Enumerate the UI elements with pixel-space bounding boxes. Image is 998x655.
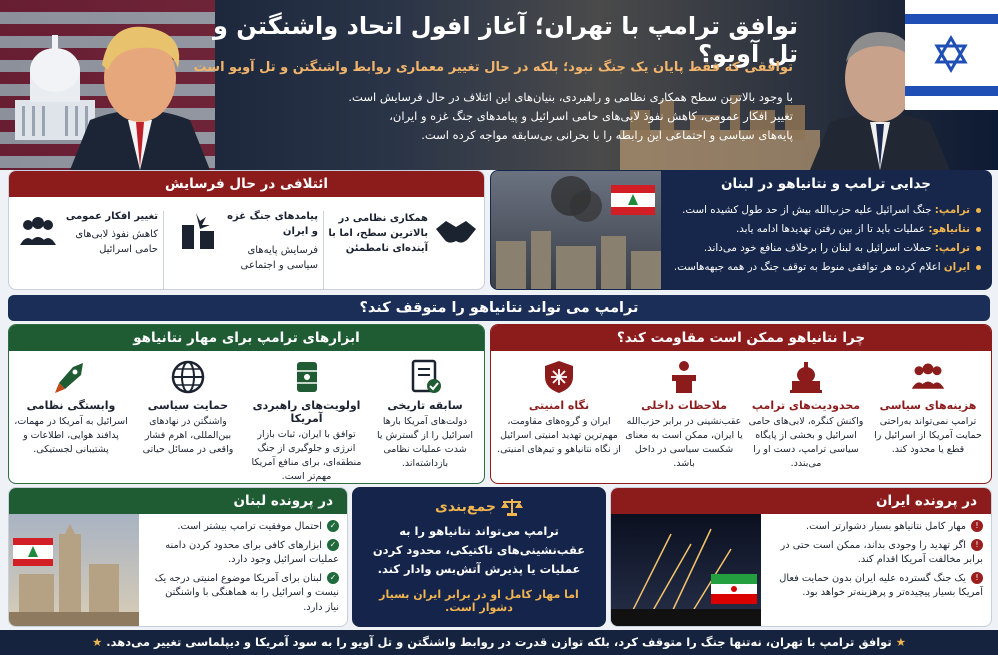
netanyahu-resist-title: چرا نتانیاهو ممکن است مقاومت کند؟ (491, 325, 991, 351)
divider (163, 211, 164, 290)
resist-political-cost-title: هزینه‌های سیاسی (879, 399, 977, 412)
eroding-item-opinion-text: کاهش نفوذ لابی‌های حامی اسرائیل (75, 229, 158, 255)
shield-icon (541, 359, 577, 395)
list-item-text: ابزارهای کافی برای محدود کردن دامنه عملیات اسرائیل وجود دارد. (165, 539, 339, 565)
list-item (149, 572, 339, 616)
eroding-alliance-title: ائتلافی در حال فرسایش (9, 171, 484, 197)
footer-bar (0, 630, 998, 655)
tool-military-title: وابستگی نظامی (26, 399, 116, 412)
eroding-item-opinion (16, 209, 158, 279)
list-item (773, 572, 983, 601)
iran-case-title: در پرونده ایران (611, 488, 991, 514)
lebanon-split-list (661, 201, 981, 277)
check-icon: ✓ (327, 572, 339, 584)
star-icon: ★ (91, 635, 103, 649)
oil-barrel-icon (289, 359, 325, 395)
people-icon (18, 217, 58, 247)
eroding-item-wars (168, 209, 318, 279)
list-item-text: اگر تهدید را وجودی بداند، ممکن است حتی در برابر مخالفت آمریکا اقدام کند. (780, 539, 983, 565)
resist-trump-limits-text: واکنش کنگره، لابی‌های حامی اسرائیل و بخشی از پایگاه سیاسی ترامپ، دست او را می‌بندد. (748, 416, 864, 469)
star-icon: ★ (895, 635, 907, 649)
iran-case-list (773, 520, 983, 605)
conclusion-text: ترامپ می‌تواند نتانیاهو را به عقب‌نشینی‌های تاکتیکی، محدود کردن عملیات یا پذیرش آتش‌بس وادار کند. (372, 524, 586, 576)
resist-trump-limits (747, 359, 865, 471)
tool-history (370, 359, 480, 471)
resist-security (497, 359, 621, 457)
resist-trump-limits-title: محدودیت‌های ترامپ (751, 399, 861, 412)
iran-case-panel (610, 487, 992, 627)
eroding-item-opinion-title: تغییر افکار عمومی (65, 211, 158, 222)
globe-icon (170, 359, 206, 395)
conclusion-title: جمع‌بندی (434, 499, 496, 515)
question-heading: ترامپ می‌ تواند نتانیاهو را متوقف کند؟ (8, 295, 990, 321)
trump-portrait-image (60, 10, 220, 170)
trump-tools-title: ابزارهای ترامپ برای مهار نتانیاهو (9, 325, 484, 351)
resist-security-title: نگاه امنیتی (528, 399, 590, 412)
tool-priorities-title: اولویت‌های راهبردی آمریکا (252, 399, 361, 425)
missile-night-image (611, 514, 761, 626)
list-item (149, 539, 339, 568)
list-item-text: یک جنگ گسترده علیه ایران بدون حمایت فعال آمریکا بسیار پیچیده‌تر و پرهزینه‌تر خواهد بود. (779, 572, 983, 598)
tool-political-title: حمایت سیاسی (147, 399, 229, 412)
alert-icon: ! (971, 572, 983, 584)
resist-domestic-title: ملاحظات داخلی (641, 399, 727, 412)
resist-political-cost (869, 359, 987, 457)
lebanon-flag-image (611, 185, 655, 215)
conclusion-heading (353, 496, 605, 516)
lebanon-ruins-image (491, 171, 661, 289)
iran-flag-image (711, 574, 757, 604)
tool-military-text: اسرائیل به آمریکا در مهمات، پدافند هوایی، اطلاعات و پشتیبانی لجستیکی. (14, 416, 128, 455)
conclusion-panel (352, 487, 606, 627)
resist-political-cost-text: ترامپ نمی‌تواند به‌راحتی حمایت آمریکا از اسرائیل را قطع یا محدود کند. (874, 416, 982, 455)
israel-flag-image (905, 0, 998, 110)
resist-domestic-text: عقب‌نشینی در برابر حزب‌الله یا ایران، ممکن است به معنای شکست سیاسی در داخل باشد. (625, 416, 743, 469)
lebanon-flag-image (13, 538, 53, 566)
eroding-alliance-panel (8, 170, 485, 290)
list-item (149, 520, 339, 535)
divider (323, 211, 324, 290)
building-collapse-icon (178, 211, 218, 251)
check-icon: ✓ (327, 520, 339, 532)
missile-icon (53, 359, 89, 395)
tool-military (14, 359, 128, 457)
speaker-label: ترامپ: (934, 242, 970, 254)
footer-text: توافق ترامپ با تهران، نه‌تنها جنگ را متوقف کرد، بلکه توازن قدرت در روابط واشنگتن و تل آویو را به سود آمریکا و دیپلماسی تغییر می‌دهد. (106, 635, 892, 649)
list-item (661, 258, 981, 277)
eroding-item-military (328, 209, 478, 279)
bullet-icon (976, 208, 981, 213)
resist-domestic (625, 359, 743, 471)
bullet-icon (976, 227, 981, 232)
netanyahu-resist-panel (490, 324, 992, 484)
speaker-label: ترامپ: (934, 204, 970, 216)
list-item-text: لبنان برای آمریکا موضوع امنیتی درجه یک نیست و اسرائیل را به هماهنگی با واشنگتن نیاز دارد. (154, 572, 339, 613)
podium-icon (666, 359, 702, 395)
list-item-text: اعلام کرده هر توافقی منوط به توقف جنگ در همه جبهه‌هاست. (673, 261, 941, 273)
beirut-city-image (9, 514, 139, 626)
bullet-icon (976, 265, 981, 270)
capitol-icon (788, 359, 824, 395)
scales-icon (501, 498, 523, 516)
people-icon (910, 359, 946, 395)
tool-history-title: سابقه تاریخی (387, 399, 463, 412)
page-subtitle: توافقی که فقط پایان یک جنگ نبود؛ بلکه در حال تغییر معماری روابط واشنگتن و تل آویو است (193, 60, 793, 75)
speaker-label: ایران (943, 261, 970, 273)
tool-priorities (249, 359, 364, 484)
check-icon: ✓ (327, 539, 339, 551)
list-item (773, 520, 983, 535)
intro-text: با وجود بالاترین سطح همکاری نظامی و راهبردی، بنیان‌های این ائتلاف در حال فرسایش است. تغییر افکار عمومی، کاهش نفوذ لابی‌های حامی اسرائیل و پیامدهای جنگ غزه و ایران، پایه‌های سیاسی و اجتماعی این رابطه را با بحرانی بی‌سابقه مواجه کرده است. (348, 90, 793, 142)
list-item (661, 220, 981, 239)
list-item (661, 239, 981, 258)
eroding-item-wars-title: پیامدهای جنگ غزه و ایران (227, 211, 318, 237)
list-item-text: احتمال موفقیت ترامپ بیشتر است. (177, 521, 322, 532)
lebanon-split-title: جدایی ترامپ و نتانیاهو در لبنان (720, 176, 932, 192)
list-item (773, 539, 983, 568)
tool-political-text: واشنگتن در نهادهای بین‌المللی، اهرم فشار واقعی در مسائل حیاتی (142, 416, 234, 455)
list-item-text: مهار کامل نتانیاهو بسیار دشوارتر است. (806, 521, 966, 532)
tool-history-text: دولت‌های آمریکا بارها اسرائیل را از گسترش یا شدت عملیات نظامی بازداشته‌اند. (377, 416, 473, 469)
tool-priorities-text: توافق با ایران، ثبات بازار انرژی و جلوگیری از جنگ منطقه‌ای، برای منافع آمریکا مهم‌تر است. (251, 429, 362, 482)
handshake-icon (434, 215, 478, 249)
eroding-item-military-text: همکاری نظامی در بالاترین سطح، اما با آینده‌ای نامطمئن (328, 213, 428, 254)
conclusion-highlight: اما مهار کامل او در برابر ایران بسیار دشوار است. (379, 588, 579, 614)
lebanon-case-panel (8, 487, 348, 627)
lebanon-case-title: در پرونده لبنان (9, 488, 347, 514)
trump-tools-panel (8, 324, 485, 484)
resist-security-text: ایران و گروه‌های مقاومت، مهم‌ترین تهدید امنیتی اسرائیل از نگاه نتانیاهو و تیم‌های امنیتی. (497, 416, 621, 455)
header-banner (0, 0, 998, 170)
list-item-text: حملات اسرائیل به لبنان را برخلاف منافع خود می‌داند. (703, 242, 932, 254)
list-item-text: جنگ اسرائیل علیه حزب‌الله بیش از حد طول کشیده است. (682, 204, 932, 216)
tool-political (132, 359, 244, 457)
page-title: توافق ترامپ با تهران؛ آغاز افول اتحاد واشنگتن و تل آویو؟ (213, 12, 798, 68)
lebanon-split-panel (490, 170, 992, 290)
eroding-item-wars-text: فرسایش پایه‌های سیاسی و اجتماعی (240, 245, 318, 271)
list-item (661, 201, 981, 220)
alert-icon: ! (971, 539, 983, 551)
document-check-icon (407, 359, 443, 395)
bullet-icon (976, 246, 981, 251)
list-item-text: عملیات باید تا از بین رفتن تهدیدها ادامه یابد. (735, 223, 926, 235)
alert-icon: ! (971, 520, 983, 532)
lebanon-case-list (149, 520, 339, 619)
speaker-label: نتانیاهو: (928, 223, 970, 235)
